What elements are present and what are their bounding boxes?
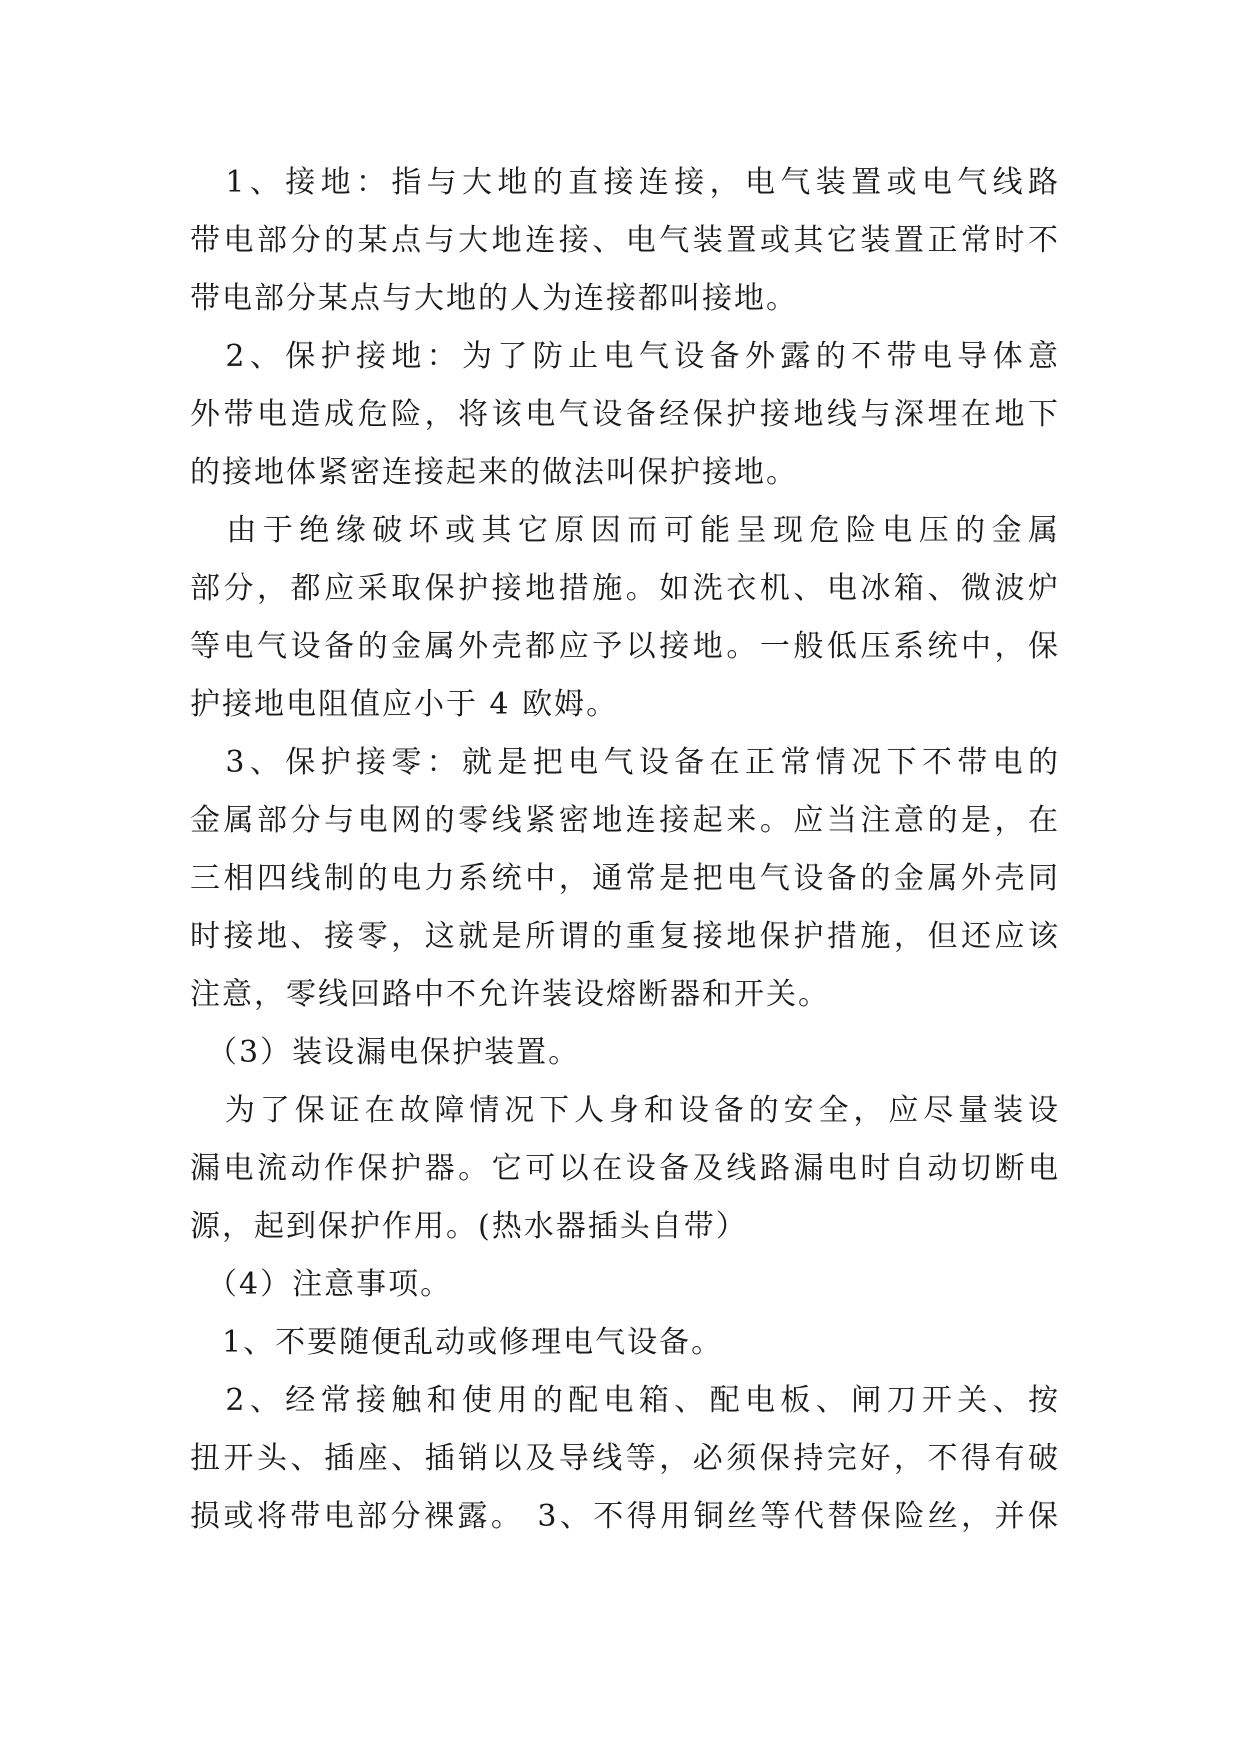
text-line: 带电部分的某点与大地连接、电气装置或其它装置正常时不 [190, 223, 1060, 258]
text-line: 1、不要随便乱动或修理电气设备。 [190, 1325, 724, 1360]
text-line: 损或将带电部分裸露。 3、不得用铜丝等代替保险丝，并保 [190, 1499, 1060, 1534]
text-line: 护接地电阻值应小于 4 欧姆。 [190, 687, 619, 722]
text-line: 为了保证在故障情况下人身和设备的安全，应尽量装设 [190, 1093, 1060, 1128]
text-line: 带电部分某点与大地的人为连接都叫接地。 [190, 281, 798, 316]
text-line: 注意，零线回路中不允许装设熔断器和开关。 [190, 977, 830, 1012]
text-line: 2、经常接触和使用的配电箱、配电板、闸刀开关、按 [190, 1383, 1060, 1418]
text-line: 2、保护接地：为了防止电气设备外露的不带电导体意 [190, 339, 1060, 374]
text-line: 三相四线制的电力系统中，通常是把电气设备的金属外壳同 [190, 861, 1060, 896]
text-line: 源，起到保护作用。(热水器插头自带） [190, 1209, 748, 1244]
text-line: 金属部分与电网的零线紧密地连接起来。应当注意的是，在 [190, 803, 1060, 838]
text-line: 时接地、接零，这就是所谓的重复接地保护措施，但还应该 [190, 919, 1060, 954]
text-line: 漏电流动作保护器。它可以在设备及线路漏电时自动切断电 [190, 1151, 1060, 1186]
text-line: 扭开头、插座、插销以及导线等，必须保持完好，不得有破 [190, 1441, 1060, 1476]
text-line: 3、保护接零：就是把电气设备在正常情况下不带电的 [190, 745, 1060, 780]
text-line: 1、接地：指与大地的直接连接，电气装置或电气线路 [190, 165, 1060, 200]
text-line: 等电气设备的金属外壳都应予以接地。一般低压系统中，保 [190, 629, 1060, 664]
text-line: （3）装设漏电保护装置。 [190, 1035, 581, 1070]
text-line: （4）注意事项。 [190, 1267, 453, 1302]
text-line: 外带电造成危险，将该电气设备经保护接地线与深埋在地下 [190, 397, 1060, 432]
text-line: 部分，都应采取保护接地措施。如洗衣机、电冰箱、微波炉 [190, 571, 1060, 606]
text-line: 由于绝缘破坏或其它原因而可能呈现危险电压的金属 [190, 513, 1060, 548]
text-line: 的接地体紧密连接起来的做法叫保护接地。 [190, 455, 798, 490]
document-body [190, 154, 1060, 1546]
